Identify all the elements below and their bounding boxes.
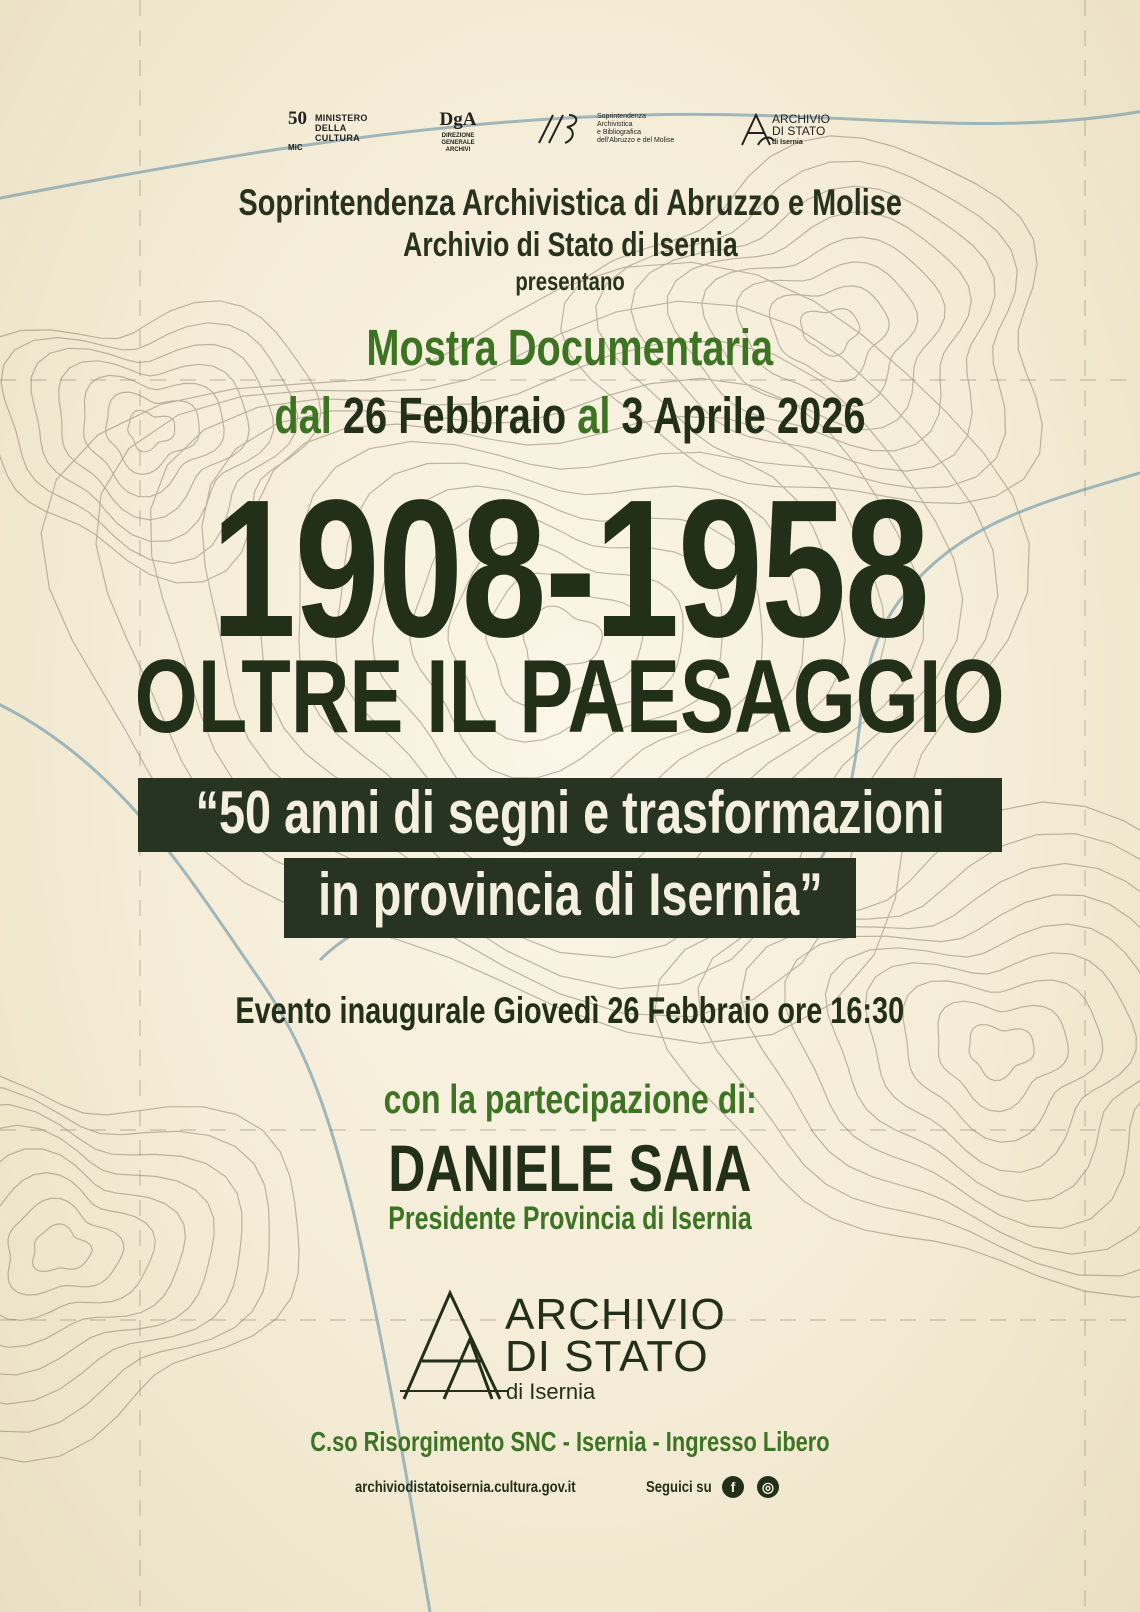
logo-text [597, 113, 674, 145]
address-text: C.so Risorgimento SNC - Isernia - Ingresso Libero [310, 1426, 830, 1457]
dga-logo [428, 105, 488, 165]
logo-text [315, 113, 368, 143]
participation-line [0, 1076, 1140, 1123]
title-heading [0, 638, 1140, 757]
dates-word: dal [274, 387, 332, 444]
logo-line: DI STATO [505, 1332, 709, 1381]
subtitle-text: in provincia di Isernia” [317, 861, 823, 928]
logo-line: di Isernia [772, 139, 803, 146]
organizer-line-1 [0, 182, 1140, 224]
archivio-stato-small-logo [740, 105, 860, 165]
as-monogram-logo [740, 113, 776, 147]
logo-line: di Isernia [506, 1379, 596, 1404]
organizer-name: Soprintendenza Archivistica di Abruzzo e Molise [238, 182, 902, 223]
logo-line: MINISTERO [315, 113, 368, 123]
logo-line: ARCHIVIO [505, 1290, 726, 1339]
start-date: 26 Febbraio [342, 387, 567, 444]
sab-monogram-logo [535, 109, 595, 149]
follow-label: Seguici su [646, 1479, 712, 1496]
exhibition-type [0, 318, 1140, 377]
logo-line: DELLA [315, 123, 347, 133]
guest-name [0, 1130, 1140, 1206]
partner-logos [0, 105, 1140, 165]
exhibition-type-text: Mostra Documentaria [366, 319, 774, 376]
dga-mark: DgA [439, 109, 477, 130]
title-text: OLTRE IL PAESAGGIO [135, 639, 1005, 755]
contour-line [969, 1025, 1034, 1081]
ministero-cultura-logo [288, 105, 383, 165]
logo-line: Soprintendenza [597, 113, 647, 120]
subtitle-line-1 [0, 778, 1140, 847]
inaugural-text: Evento inaugurale Giovedì 26 Febbraio ore 16:30 [235, 990, 905, 1031]
mic-mark: MiC [288, 143, 303, 152]
dates-text [274, 386, 865, 445]
presentano-line [0, 266, 1140, 297]
subtitle-line-2 [0, 860, 1140, 929]
logo-text [428, 133, 488, 154]
logo-line: Archivistica [597, 121, 633, 128]
archivio-di-stato-monogram [400, 1287, 510, 1405]
presentano-text: presentano [515, 266, 625, 296]
logo-line: dell'Abruzzo e del Molise [597, 137, 675, 144]
organizer-name: Archivio di Stato di Isernia [402, 226, 738, 264]
dates-word: al [577, 387, 611, 444]
logo-line: ARCHIVIO [772, 112, 831, 126]
facebook-icon[interactable]: f [722, 1476, 744, 1498]
guest-role-text: Presidente Provincia di Isernia [388, 1200, 752, 1236]
organizer-line-2 [0, 226, 1140, 265]
logo-number: 50 [288, 108, 307, 129]
inaugural-event [0, 990, 1140, 1032]
website-link[interactable]: archiviodistatoisernia.cultura.gov.it [355, 1479, 576, 1496]
contour-line [0, 1068, 299, 1462]
participation-text: con la partecipazione di: [383, 1076, 757, 1122]
logo-line: ARCHIVI [445, 147, 471, 153]
soprintendenza-logo [535, 105, 685, 165]
logo-line: DIREZIONE [441, 133, 475, 139]
logo-line: GENERALE [441, 140, 475, 146]
logo-text [772, 113, 830, 149]
instagram-icon[interactable]: ◎ [757, 1476, 779, 1498]
logo-line: e Bibliografica [597, 129, 641, 136]
logo-line: DI STATO [772, 124, 826, 138]
guest-name-text: DANIELE SAIA [388, 1131, 752, 1205]
footer-links [0, 1474, 1140, 1504]
address-line [0, 1426, 1140, 1458]
subtitle-text: “50 anni di segni e trasformazioni [195, 779, 945, 846]
logo-line: CULTURA [315, 133, 360, 143]
years-text: 1908-1958 [211, 459, 929, 678]
guest-role [0, 1200, 1140, 1237]
archivio-di-stato-logo [400, 1287, 760, 1407]
exhibition-dates [0, 386, 1140, 445]
end-date: 3 Aprile 2026 [621, 387, 866, 444]
